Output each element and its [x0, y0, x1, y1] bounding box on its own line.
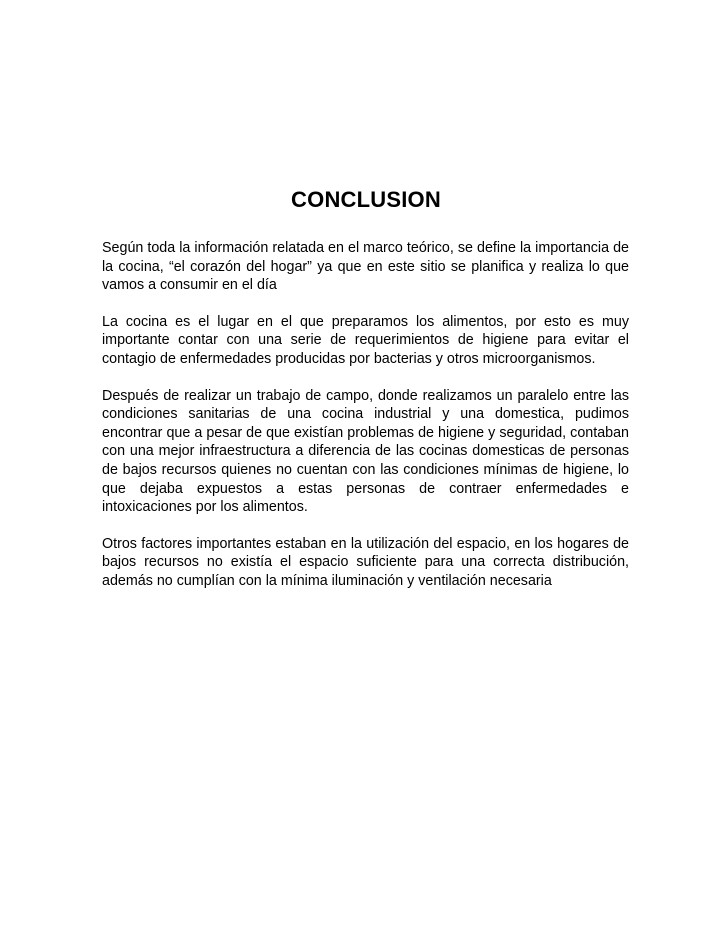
paragraph-intro: Según toda la información relatada en el marco teórico, se define la importancia de la cocina, “el corazón del hogar” ya que en este sitio se planifica y realiza lo que vamos a consumir en el día: [102, 240, 629, 294]
paragraph-field-work: Después de realizar un trabajo de campo, donde realizamos un paralelo entre las condiciones sanitarias de una cocina industrial y una domestica, pudimos encontrar que a pesar de que existían problemas de higiene y seguridad, contaban con una mejor infraestructura a diferencia de las cocinas domesticas de personas de bajos recursos quienes no cuentan con las condiciones mínimas de higiene, lo que dejaba expuestos a estas personas de contraer enfermedades e intoxicaciones por los alimentos.: [102, 387, 629, 516]
document-body: [102, 239, 629, 609]
paragraph-kitchen-hygiene: La cocina es el lugar en el que preparamos los alimentos, por esto es muy importante contar con una serie de requerimientos de higiene para evitar el contagio de enfermedades producidas por bacterias y otros microorganismos.: [102, 313, 629, 367]
page-title: CONCLUSION: [291, 187, 441, 212]
paragraph-space-factors: Otros factores importantes estaban en la utilización del espacio, en los hogares de bajos recursos no existía el espacio suficiente para una correcta distribución, además no cumplían con la mínima iluminación y ventilación necesaria: [102, 535, 629, 589]
